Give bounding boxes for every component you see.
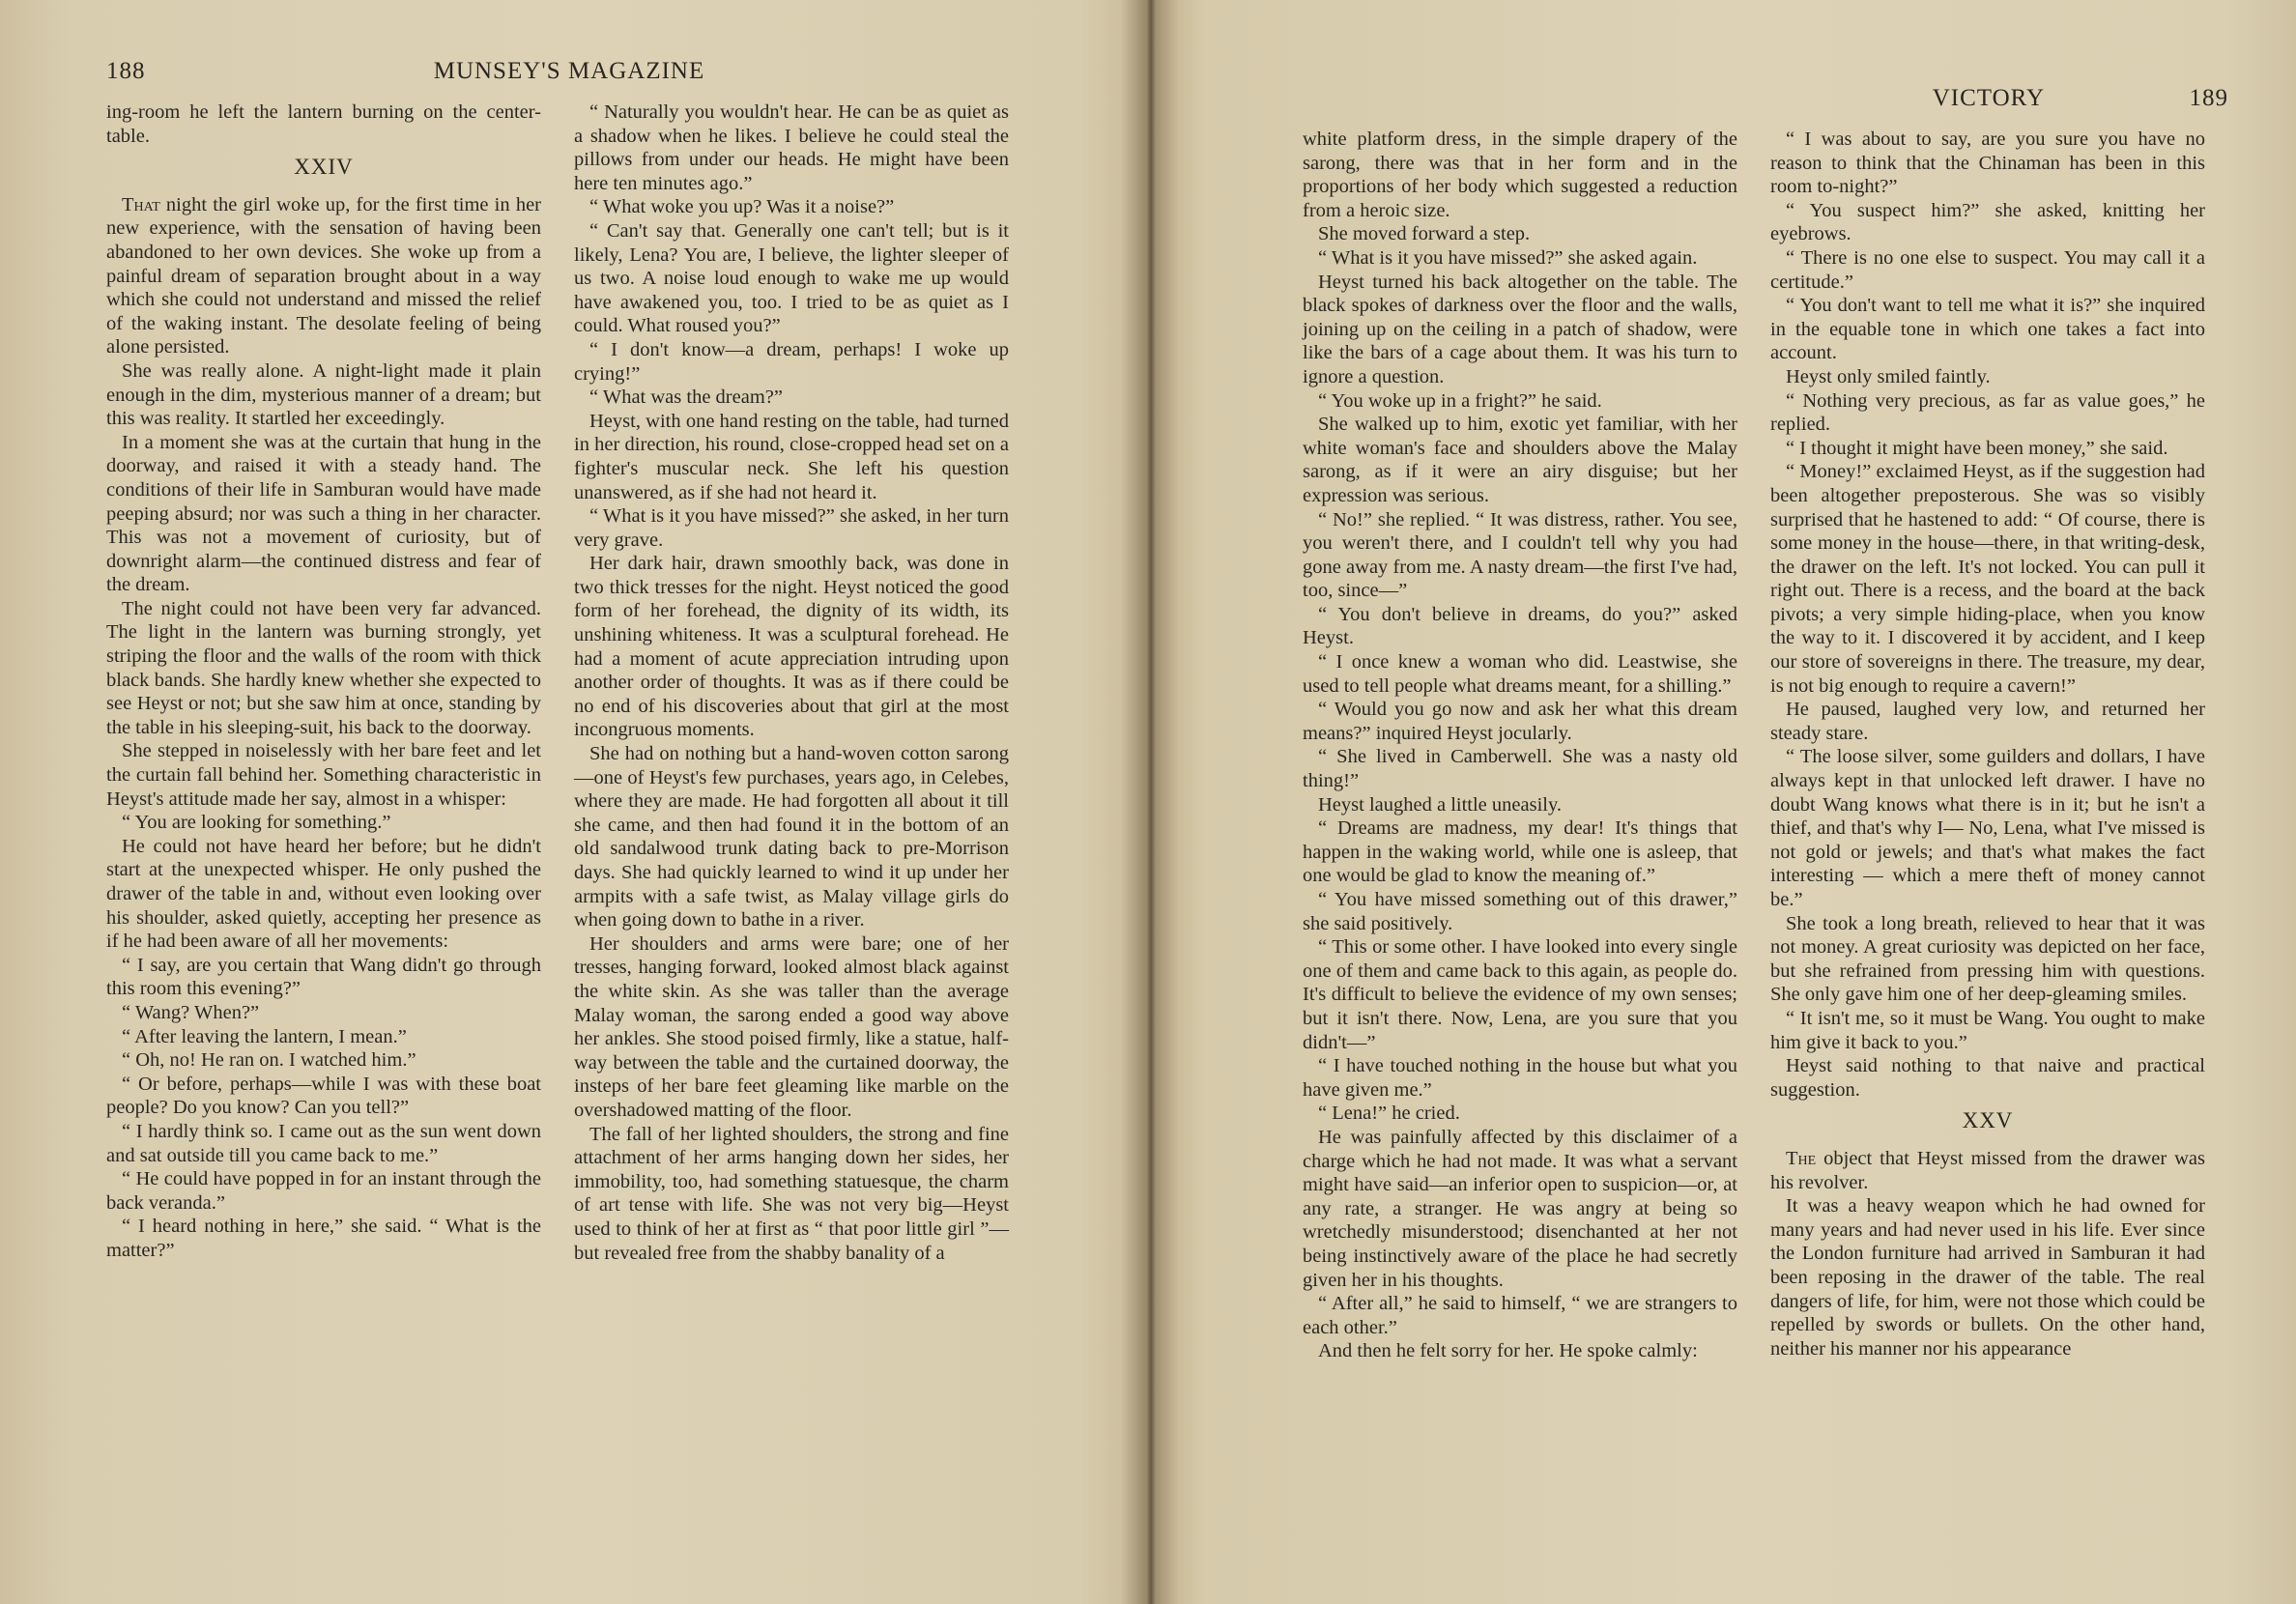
chapter-heading: XXIV — [294, 155, 354, 180]
paragraph: He was painfully affected by this disclaimer of a charge which he had not made. It was what a servant might have said—an inferior open to suspicion—or, at any rate, a stranger. He was angry at being so wretchedly misunderstood; disenchanted at her not being instinctively aware of the place he had secretly given her in his thoughts. — [1303, 1126, 1737, 1291]
paragraph: “ I say, are you certain that Wang didn't go through this room this evening?” — [106, 954, 541, 1000]
paragraph: Heyst turned his back altogether on the table. The black spokes of darkness over the floor and the walls, joining up on the ceiling in a patch of shadow, were like the bars of a cage about them. It was his turn to ignore a question. — [1303, 271, 1737, 387]
paragraph: “ After leaving the lantern, I mean.” — [122, 1025, 407, 1047]
right-page — [1148, 0, 2296, 1604]
paragraph: “ This or some other. I have looked into every single one of them and came back to this again, as people do. It's difficult to believe the evidence of my own senses; but it isn't there. Now, Lena, are you sure that you didn't—” — [1303, 936, 1737, 1053]
chapter-heading: XXV — [1962, 1108, 2014, 1133]
paragraph: white platform dress, in the simple drapery of the sarong, there was that in her form and in the proportions of her body which suggested a reduction from a heroic size. — [1303, 129, 1737, 221]
chapter-opening-paragraph — [1770, 1147, 2205, 1194]
paragraph: “ What is it you have missed?” she asked again. — [1318, 246, 1698, 269]
paragraph: “ You don't want to tell me what it is?” she inquired in the equable tone in which one takes a fact into account. — [1770, 295, 2205, 364]
paragraph: “ It isn't me, so it must be Wang. You ought to make him give it back to you.” — [1770, 1007, 2205, 1053]
paragraph: The fall of her lighted shoulders, the strong and fine attachment of her arms hanging down her sides, her immobility, too, had something statuesque, the charm of art tense with life. She was not very big—Heyst used to think of her at first as “ that poor little girl ”—but revealed free from the shabby banality of a — [574, 1123, 1009, 1264]
running-title-left: MUNSEY'S MAGAZINE — [433, 58, 705, 84]
paragraph: “ After all,” he said to himself, “ we are strangers to each other.” — [1303, 1293, 1737, 1338]
left-running-head — [106, 58, 1090, 85]
page-number-left: 188 — [106, 58, 146, 84]
paragraph: It was a heavy weapon which he had owned for many years and had never used in his life. Ever since the London furniture had arrived in Samburan it had been reposing in the drawer of the table. The real dangers of life, for him, were not those which could be repelled by swords or bullets. On the other hand, neither his manner nor his appearance — [1770, 1195, 2205, 1360]
paragraph: “ You have missed something out of this drawer,” she said positively. — [1303, 889, 1737, 934]
paragraph: She walked up to him, exotic yet familiar, with her white woman's face and shoulders above the Malay sarong, as if it were an airy disguise; but her expression was serious. — [1303, 414, 1737, 506]
paragraph: “ The loose silver, some guilders and dollars, I have always kept in that unlocked left drawer. I have no doubt Wang knows what there is in it; but he isn't a thief, and that's why I— No, Lena, what I've missed is not gold or jewels; and that's what makes the fact interesting — which a mere theft of money cannot be.” — [1770, 746, 2205, 910]
paragraph: “ You don't believe in dreams, do you?” asked Heyst. — [1303, 603, 1737, 649]
paragraph: “ You suspect him?” she asked, knitting her eyebrows. — [1770, 199, 2205, 245]
running-title-right: VICTORY — [1932, 85, 2045, 111]
paragraph: In a moment she was at the curtain that hung in the doorway, and raised it with a steady hand. The conditions of their life in Samburan would have made peeping absurd; nor was such a thing in her character. This was not a movement of curiosity, but of downright alarm—the continued distress and fear of the dream. — [106, 431, 541, 596]
opening-text: object that Heyst missed from the drawer was his revolver. — [1770, 1147, 2205, 1193]
paragraph: She was really alone. A night-light made it plain enough in the dim, mysterious manner of a dream; but this was reality. It startled her exceedingly. — [106, 359, 541, 430]
paragraph: Heyst, with one hand resting on the table, had turned in her direction, his round, close-cropped head set on a fighter's muscular neck. She left his question unanswered, as if she had not heard it. — [574, 410, 1009, 503]
paragraph: Heyst said nothing to that naive and practical suggestion. — [1770, 1055, 2205, 1101]
paragraph: “ I was about to say, are you sure you have no reason to think that the Chinaman has been in this room to-night?” — [1770, 129, 2205, 198]
right-running-head — [1303, 85, 2228, 112]
paragraph: And then he felt sorry for her. He spoke calmly: — [1318, 1340, 1698, 1362]
chapter-opening-paragraph — [106, 193, 541, 359]
paragraph: “ There is no one else to suspect. You may call it a certitude.” — [1770, 246, 2205, 293]
paragraph: “ You woke up in a fright?” he said. — [1318, 389, 1602, 412]
right-column-1 — [1303, 128, 1737, 1363]
paragraph: He could not have heard her before; but he didn't start at the unexpected whisper. He only pushed the drawer of the table in and, without even looking over his shoulder, asked quietly, accepting her presence as if he had been aware of all her movements: — [106, 835, 541, 953]
paragraph: She took a long breath, relieved to hear that it was not money. A great curiosity was depicted on her face, but she refrained from pressing him with questions. She only gave him one of her deep-gleaming smiles. — [1770, 912, 2205, 1006]
paragraph: He paused, laughed very low, and returned her steady stare. — [1770, 699, 2205, 744]
paragraph: “ Or before, perhaps—while I was with these boat people? Do you know? Can you tell?” — [106, 1073, 541, 1119]
paragraph: “ No!” she replied. “ It was distress, rather. You see, you weren't there, and I couldn't tell why you had gone away from me. A nasty dream—the first I've had, too, since—” — [1303, 508, 1737, 602]
right-column-2 — [1770, 128, 2205, 1363]
left-column-1 — [106, 100, 541, 1265]
paragraph: “ What was the dream?” — [589, 387, 783, 409]
paragraph: “ Can't say that. Generally one can't tell; but is it likely, Lena? You are, I believe, the lighter sleeper of us two. A noise loud enough to wake me up would have awakened you, too. I tried to be as quiet as I could. What roused you?” — [574, 219, 1009, 337]
paragraph: She moved forward a step. — [1318, 223, 1531, 245]
paragraph: “ Dreams are madness, my dear! It's things that happen in the waking world, while one is asleep, that one would be glad to know the meaning of.” — [1303, 817, 1737, 887]
page-number-right: 189 — [2189, 85, 2228, 111]
paragraph: “ Money!” exclaimed Heyst, as if the suggestion had been altogether preposterous. She was so visibly surprised that he hastened to add: “ Of course, there is some money in the house—there, in that writing-desk, the drawer on the left. It's not locked. You can pull it right out. There is a recess, and the board at the back pivots; a very simple hiding-place, when you know the way to it. I discovered it by accident, and I keep our store of sovereigns in there. The treasure, my dear, is not big enough to require a cavern!” — [1770, 461, 2205, 697]
paragraph: “ I have touched nothing in the house but what you have given me.” — [1303, 1055, 1737, 1101]
paragraph: “ Oh, no! He ran on. I watched him.” — [122, 1049, 416, 1072]
paragraph: Heyst laughed a little uneasily. — [1318, 793, 1563, 816]
opening-text: night the girl woke up, for the first time in her new experience, with the sensation of having been abandoned to her own devices. She woke up from a painful dream of separation brought about in a way which she could not understand and missed the relief of the waking instant. The desolate feeling of being alone persisted. — [106, 193, 541, 358]
left-column-2 — [574, 100, 1009, 1265]
paragraph: “ I hardly think so. I came out as the sun went down and sat outside till you came back to me.” — [106, 1120, 541, 1166]
paragraph: Heyst only smiled faintly. — [1786, 365, 1991, 387]
paragraph: “ Naturally you wouldn't hear. He can be as quiet as a shadow when he likes. I believe he could steal the pillows from under our heads. He might have been here ten minutes ago.” — [574, 101, 1009, 194]
paragraph: “ I thought it might have been money,” she said. — [1786, 437, 2168, 459]
paragraph: “ You are looking for something.” — [122, 812, 391, 834]
paragraph: ing-room he left the lantern burning on the center-table. — [106, 101, 541, 147]
paragraph: “ Nothing very precious, as far as value goes,” he replied. — [1770, 389, 2205, 436]
book-gutter — [1121, 0, 1179, 1604]
paragraph: “ I once knew a woman who did. Leastwise, she used to tell people what dreams meant, for a shilling.” — [1303, 651, 1737, 697]
paragraph: “ What is it you have missed?” she asked, in her turn very grave. — [574, 505, 1009, 551]
paragraph: She stepped in noiselessly with her bare feet and let the curtain fall behind her. Something characteristic in Heyst's attitude made her say, almost in a whisper: — [106, 740, 541, 810]
paragraph: “ Lena!” he cried. — [1318, 1103, 1460, 1125]
paragraph: “ He could have popped in for an instant through the back veranda.” — [106, 1168, 541, 1214]
paragraph: The night could not have been very far advanced. The light in the lantern was burning strongly, yet striping the floor and the walls of the room with thick black bands. She hardly knew whether she expected to see Heyst or not; but she saw him at once, standing by the table in his sleeping-suit, his back to the doorway. — [106, 597, 541, 738]
paragraph: She had on nothing but a hand-woven cotton sarong—one of Heyst's few purchases, years ago, in Celebes, where they are made. He had forgotten all about it till she came, and then had found it in the bottom of an old sandalwood trunk dating back to pre-Morrison days. She had quickly learned to wind it up under her armpits with a safe twist, as Malay village girls do when going down to bathe in a river. — [574, 743, 1009, 931]
opening-word: That — [122, 193, 160, 215]
paragraph: “ Wang? When?” — [122, 1001, 260, 1023]
opening-word: The — [1786, 1147, 1817, 1169]
paragraph: Her dark hair, drawn smoothly back, was done in two thick tresses for the night. Heyst noticed the good form of her forehead, the dignity of its width, its unshining whiteness. It was a sculptural forehead. He had a moment of acute appreciation intruding upon another order of thoughts. It was as if there could be no end of his discoveries about that girl at the most incongruous moments. — [574, 553, 1009, 741]
paragraph: “ What woke you up? Was it a noise?” — [589, 196, 895, 218]
paragraph: “ Would you go now and ask her what this dream means?” inquired Heyst jocularly. — [1303, 699, 1737, 744]
paragraph: “ She lived in Camberwell. She was a nasty old thing!” — [1303, 746, 1737, 792]
paragraph: “ I don't know—a dream, perhaps! I woke up crying!” — [574, 338, 1009, 385]
paragraph: “ I heard nothing in here,” she said. “ What is the matter?” — [106, 1216, 541, 1261]
paragraph: Her shoulders and arms were bare; one of her tresses, hanging forward, looked almost black against the white skin. As she was taller than the average Malay woman, the sarong ended a good way above her ankles. She stood poised firmly, like a statue, half-way between the table and the curtained doorway, the insteps of her bare feet gleaming like marble on the overshadowed matting of the floor. — [574, 932, 1009, 1121]
